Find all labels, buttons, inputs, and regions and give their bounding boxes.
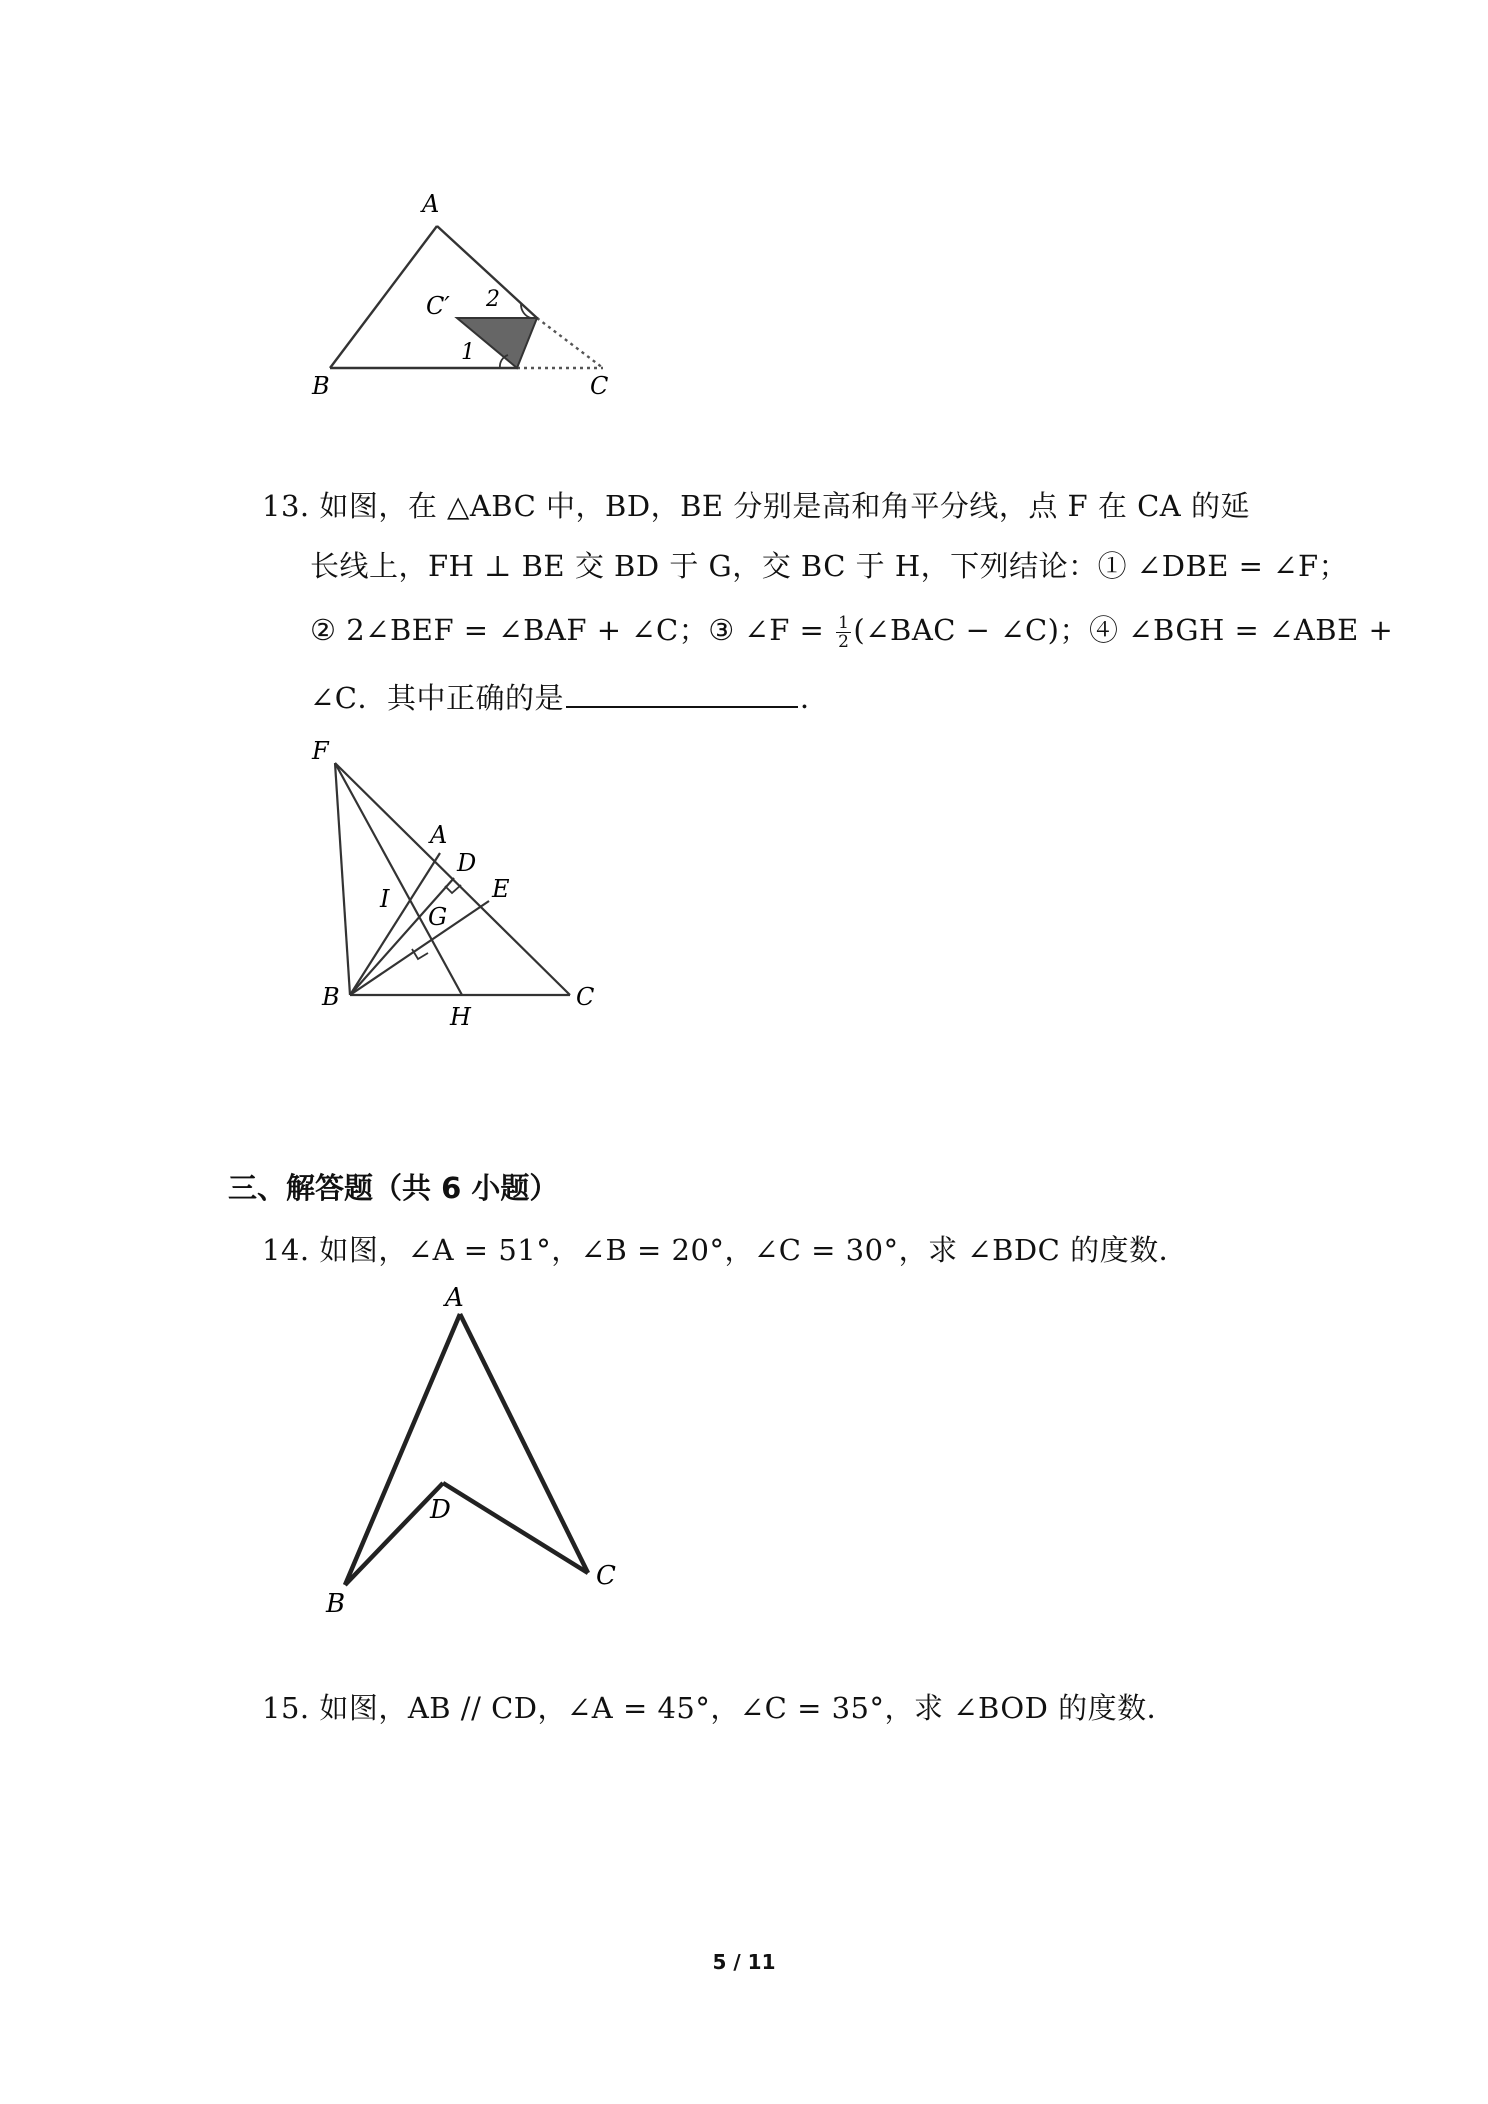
page-number: 5 / 11 [712, 1950, 776, 1974]
label-g: G [428, 903, 448, 931]
question-13-line-3 [310, 612, 1393, 651]
fraction-one-half [836, 614, 851, 651]
segment-bd [345, 1483, 443, 1585]
label-d: D [430, 1495, 451, 1525]
segment-fh [335, 763, 462, 995]
label-h: H [450, 1003, 471, 1031]
label-c-prime: C′ [426, 292, 450, 320]
question-13-line-2: 长线上，FH ⊥ BE 交 BD 于 G，交 BC 于 H，下列结论：① ∠DBE = ∠F； [310, 549, 1349, 583]
segment-ab [345, 1314, 460, 1585]
label-angle-2: 2 [486, 287, 500, 312]
label-a: A [445, 1283, 464, 1313]
label-i: I [380, 885, 390, 913]
segment-fb [335, 763, 350, 995]
label-b: B [312, 372, 330, 400]
dotted-fold-cc [537, 318, 603, 368]
q13-line4-post: ． [800, 681, 830, 715]
label-c: C [576, 983, 595, 1011]
q13-line4-pre: ∠C．其中正确的是 [310, 681, 564, 715]
question-15: 15. 如图，AB // CD，∠A = 45°，∠C = 35°，求 ∠BOD 的度数． [262, 1691, 1177, 1725]
label-d: D [457, 849, 477, 877]
fraction-denominator: 2 [838, 631, 850, 652]
label-f: F [312, 737, 329, 765]
fraction-numerator: 1 [838, 612, 850, 633]
label-b: B [326, 1589, 346, 1619]
q13-line3-pre: ② 2∠BEF = ∠BAF + ∠C；③ ∠F = [310, 613, 835, 647]
question-14: 14. 如图，∠A = 51°，∠B = 20°，∠C = 30°，求 ∠BDC 的度数． [262, 1233, 1189, 1267]
label-angle-1: 1 [461, 340, 475, 365]
question-13-line-1: 13. 如图，在 △ABC 中，BD，BE 分别是高和角平分线，点 F 在 CA 的延 [262, 489, 1250, 523]
label-a: A [430, 821, 448, 849]
section-3-heading: 三、解答题（共 6 小题） [228, 1171, 559, 1205]
label-a: A [422, 190, 440, 218]
answer-blank[interactable] [566, 678, 798, 708]
label-e: E [492, 875, 510, 903]
segment-ab [330, 226, 437, 368]
q13-line3-post: (∠BAC − ∠C)；④ ∠BGH = ∠ABE + [853, 613, 1394, 647]
figure-14 [310, 1280, 640, 1630]
question-13-line-4 [310, 678, 830, 716]
label-c: C [590, 372, 609, 400]
figure-13 [300, 725, 620, 1045]
label-b: B [322, 983, 340, 1011]
label-c: C [596, 1561, 616, 1591]
figure-folded-triangle [300, 190, 640, 410]
